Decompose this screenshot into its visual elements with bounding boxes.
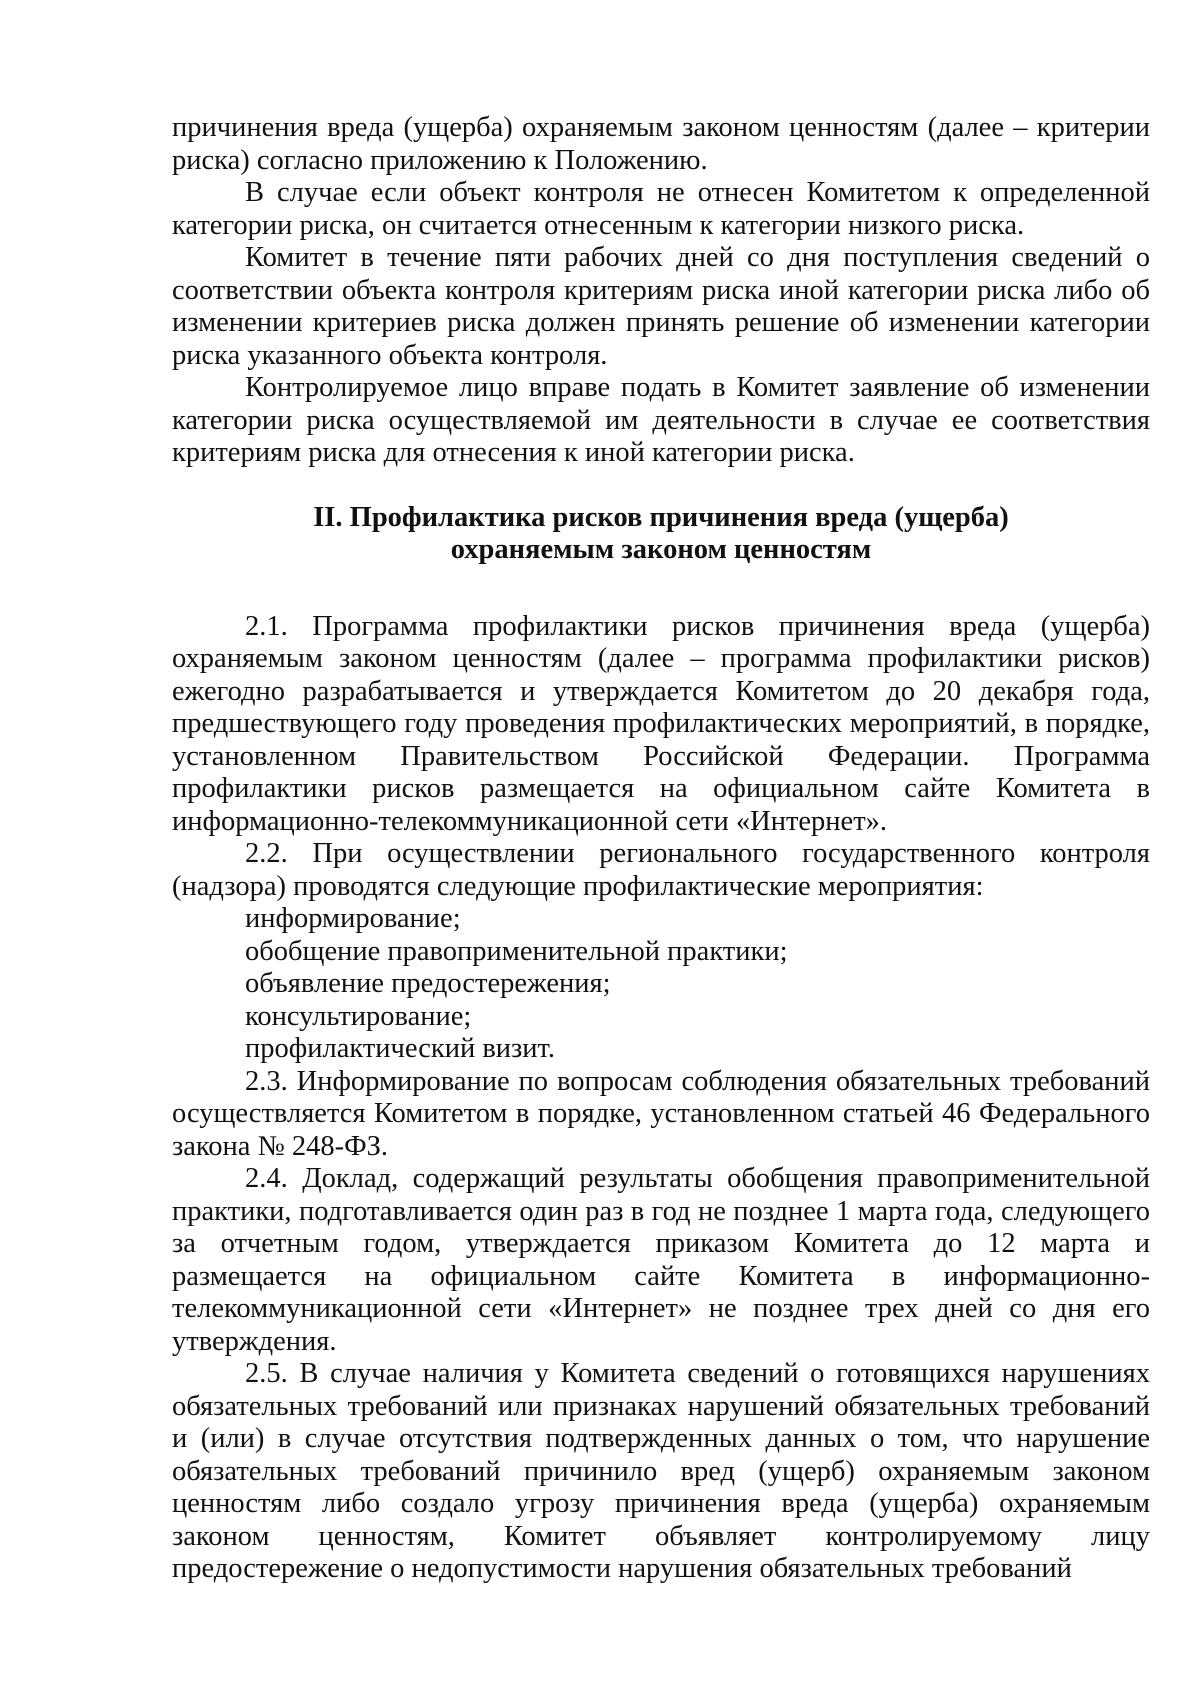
clause-2-2: 2.2. При осуществлении регионального государственного контроля (надзора) проводятся следующие профилактические мероприятия: <box>172 838 1150 902</box>
clause-2-1: 2.1. Программа профилактики рисков причинения вреда (ущерба) охраняемым законом ценностям (далее – программа профилактики рисков) ежегодно разрабатывается и утверждается Комитетом до 20 декабря года, предшествующего году проведения профилактических мероприятий, в порядке, установленном Правительством Российской Федерации. Программа профилактики рисков размещается на официальном сайте Комитета в информационно-телекоммуникационной сети «Интернет». <box>172 610 1150 837</box>
measure-list-item: объявление предостережения; <box>245 968 611 999</box>
section-heading-line-2: охраняемым законом ценностям <box>450 534 872 565</box>
section-heading <box>172 502 1150 567</box>
clause-2-4: 2.4. Доклад, содержащий результаты обобщения правоприменительной практики, подготавливается один раз в год не позднее 1 марта года, следующего за отчетным годом, утверждается приказом Комитета до 12 марта и размещается на официальном сайте Комитета в информационно-телекоммуникационной сети «Интернет» не позднее трех дней со дня его утверждения. <box>172 1163 1150 1357</box>
measure-list-item: консультирование; <box>245 1000 472 1032</box>
clause-2-5: 2.5. В случае наличия у Комитета сведений о готовящихся нарушениях обязательных требований или признаках нарушений обязательных требований и (или) в случае отсутствия подтвержденных данных о том, что нарушение обязательных требований причинило вред (ущерб) охраняемым законом ценностям либо создало угрозу причинения вреда (ущерба) охраняемым законом ценностям, Комитет объявляет контролируемому лицу предостережение о недопустимости нарушения обязательных требований <box>172 1358 1150 1584</box>
intro-paragraph-change-request: Контролируемое лицо вправе подать в Комитет заявление об изменении категории риска осуществляемой им деятельности в случае ее соответствия критериям риска для отнесения к иной категории риска. <box>172 372 1150 468</box>
measure-list-item: информирование; <box>245 903 461 934</box>
intro-paragraph-default-category: В случае если объект контроля не отнесен Комитетом к определенной категории риска, он считается отнесенным к категории низкого риска. <box>172 177 1150 241</box>
measure-list-item: профилактический визит. <box>245 1033 555 1064</box>
measure-list-item: обобщение правоприменительной практики; <box>245 935 788 967</box>
intro-paragraph-category-change-decision: Комитет в течение пяти рабочих дней со дня поступления сведений о соответствии объекта контроля критериям риска иной категории риска либо об изменении критериев риска должен принять решение об изменении категории риска указанного объекта контроля. <box>172 242 1150 371</box>
intro-paragraph-continuation: причинения вреда (ущерба) охраняемым законом ценностям (далее – критерии риска) согласно приложению к Положению. <box>172 112 1150 176</box>
document-page <box>172 112 1150 1586</box>
clause-2-3: 2.3. Информирование по вопросам соблюдения обязательных требований осуществляется Комитетом в порядке, установленном статьей 46 Федерального закона № 248-ФЗ. <box>172 1065 1150 1162</box>
section-heading-line-1: II. Профилактика рисков причинения вреда (ущерба) <box>313 501 1009 533</box>
